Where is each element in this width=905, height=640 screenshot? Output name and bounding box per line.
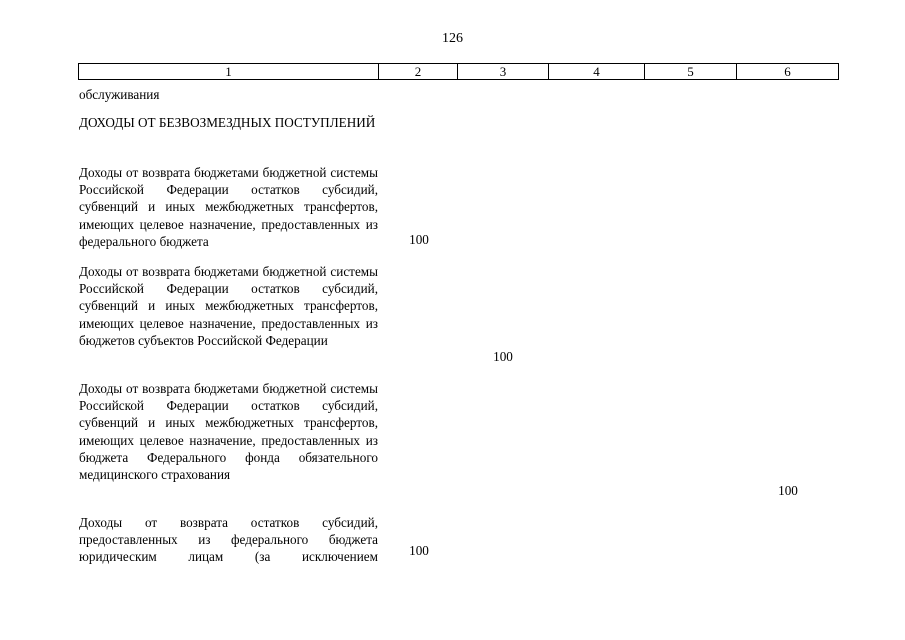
column-header-6: 6 [737,64,839,80]
column-header-5: 5 [645,64,737,80]
column-header-2: 2 [379,64,458,80]
column-header-4: 4 [549,64,645,80]
section-title: ДОХОДЫ ОТ БЕЗВОЗМЕЗДНЫХ ПОСТУПЛЕНИЙ [79,115,376,130]
row-1-value-col-2: 100 [409,232,429,247]
row-3-value-col-6: 100 [778,483,798,498]
row-1-text: Доходы от возврата бюджетами бюджетной системы Российской Федерации остатков субсидий, субвенций и иных межбюджетных трансфертов, имеющих целевое назначение, предоставленных из федерального бюджета [79,165,378,249]
column-header-1: 1 [79,64,379,80]
table-header-row [78,63,839,80]
continuation-text: обслуживания [79,87,160,102]
page-number: 126 [442,31,463,46]
row-3-text: Доходы от возврата бюджетами бюджетной системы Российской Федерации остатков субсидий, субвенций и иных межбюджетных трансфертов, имеющих целевое назначение, предоставленных из бюджета Федерального фонда обязательного медицинского страхования [79,381,378,483]
row-4-text: Доходы от возврата остатков субсидий, предоставленных из федерального бюджета юридическим лицам (за исключением [79,515,378,565]
row-2-value-col-3: 100 [493,349,513,364]
row-4-value-col-2: 100 [409,543,429,558]
row-2-text: Доходы от возврата бюджетами бюджетной системы Российской Федерации остатков субсидий, субвенций и иных межбюджетных трансфертов, имеющих целевое назначение, предоставленных из бюджетов субъектов Российской Федерации [79,264,378,348]
column-header-3: 3 [458,64,549,80]
